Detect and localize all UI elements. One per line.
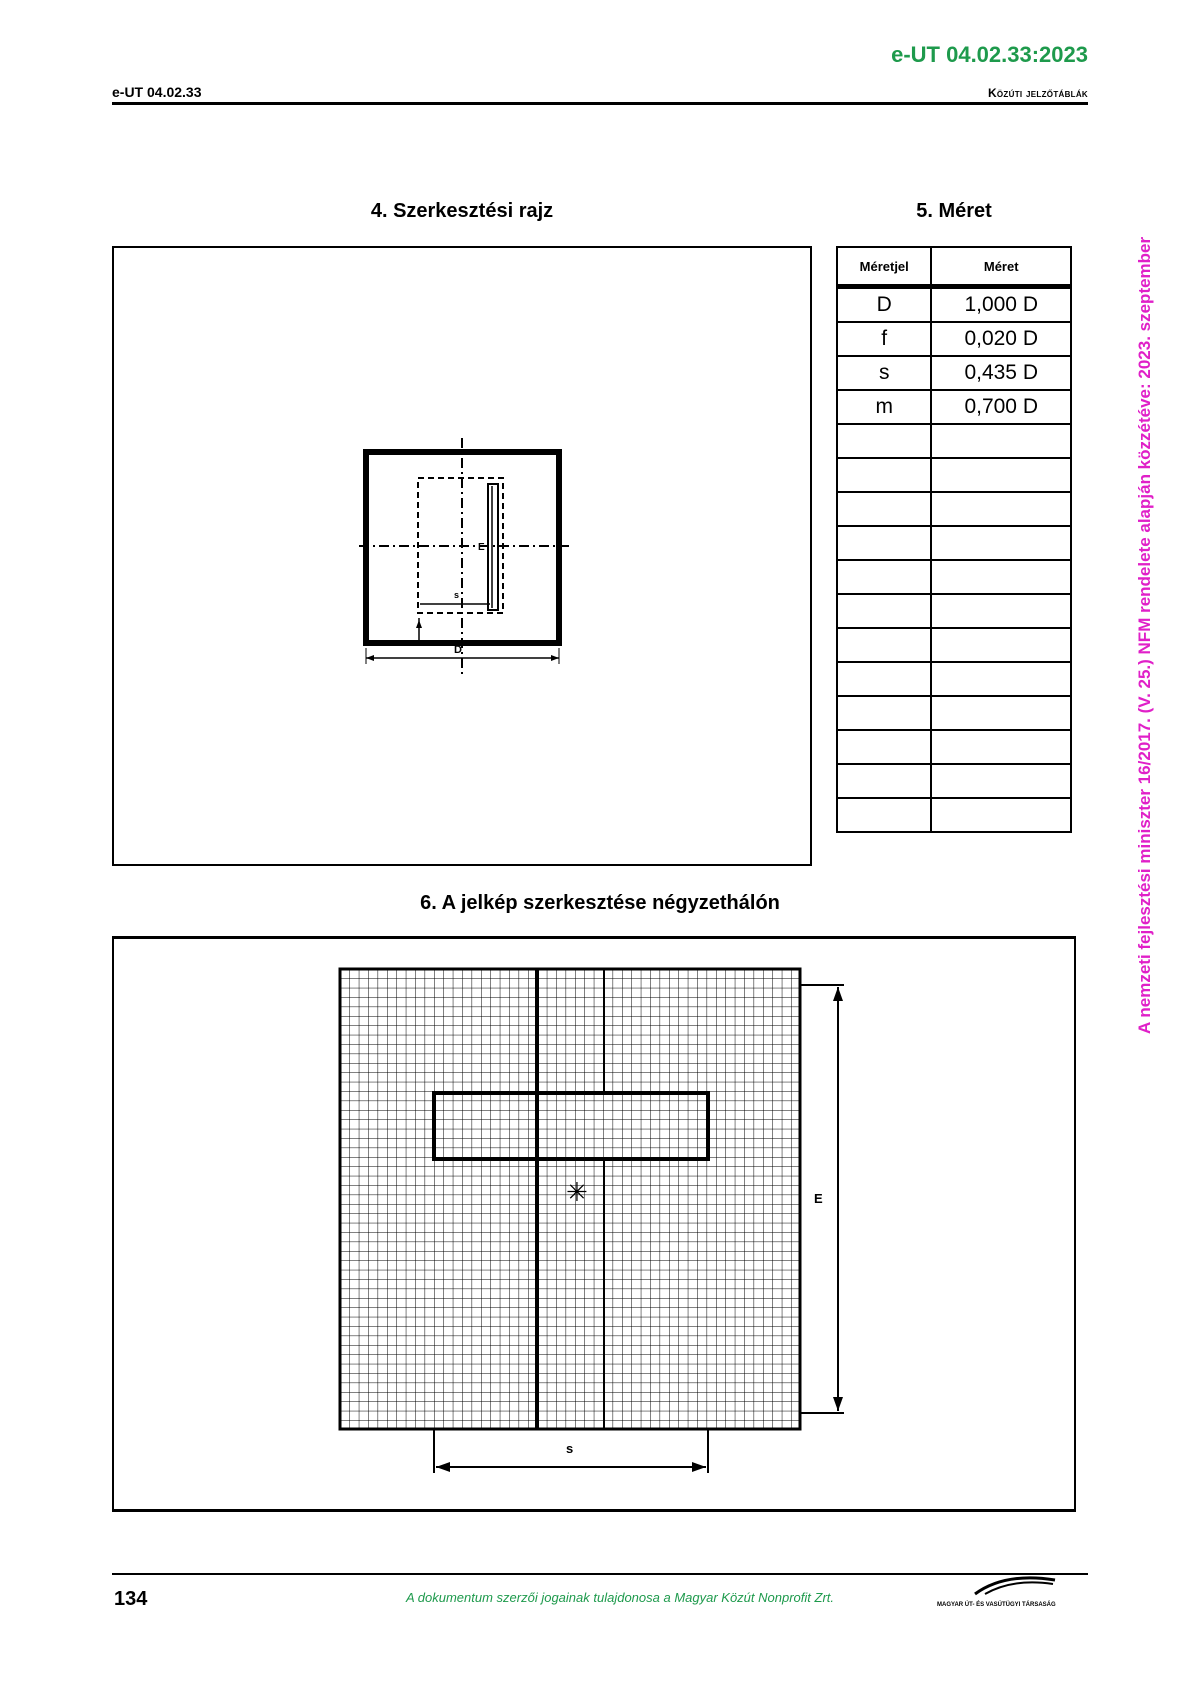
cell-size	[931, 662, 1071, 696]
header-right-label: Közúti jelzőtáblák	[987, 86, 1088, 100]
dimensions-table-wrapper	[836, 246, 1072, 833]
table-row	[837, 390, 1071, 424]
table-row	[837, 594, 1071, 628]
cell-size	[931, 628, 1071, 662]
table-row	[837, 628, 1071, 662]
cell-size	[931, 560, 1071, 594]
section6-title: 6. A jelkép szerkesztése négyzethálón	[420, 892, 780, 914]
page-number: 134	[114, 1588, 148, 1610]
dimension-e-arrow-bottom	[833, 1397, 843, 1411]
cell-size	[931, 424, 1071, 458]
cell-symbol	[837, 526, 931, 560]
construction-drawing-panel	[112, 246, 812, 866]
table-row	[837, 764, 1071, 798]
column-header-symbol: Méretjel	[837, 247, 931, 287]
dimension-d-arrow-right	[551, 655, 559, 661]
cell-size	[931, 492, 1071, 526]
cell-symbol	[837, 696, 931, 730]
dimension-e-label: E	[478, 542, 485, 553]
cell-symbol	[837, 628, 931, 662]
dimension-d-arrow-left	[366, 655, 374, 661]
cell-symbol	[837, 730, 931, 764]
cell-symbol	[837, 662, 931, 696]
cell-symbol	[837, 560, 931, 594]
cell-size: 0,435 D	[931, 356, 1071, 390]
cell-symbol	[837, 798, 931, 832]
cell-size	[931, 526, 1071, 560]
dimension-s-label: s	[454, 590, 460, 600]
cell-symbol: D	[837, 287, 931, 323]
section4-title: 4. Szerkesztési rajz	[370, 200, 554, 222]
table-row	[837, 526, 1071, 560]
cell-size	[931, 798, 1071, 832]
dimension-d-label: D	[454, 644, 462, 656]
table-row	[837, 458, 1071, 492]
dimension-e-label: E	[814, 1191, 823, 1206]
logo-text: MAGYAR ÚT- ÉS VASÚTÜGYI TÁRSASÁG	[937, 1602, 1056, 1608]
road-logo-icon	[935, 1570, 1085, 1610]
header-left-label: e-UT 04.02.33	[112, 84, 202, 100]
center-mark-icon: ✳	[566, 1178, 588, 1208]
table-row	[837, 560, 1071, 594]
cell-symbol	[837, 594, 931, 628]
header-rule	[112, 102, 1088, 105]
cell-symbol	[837, 492, 931, 526]
dimension-f-arrow	[416, 620, 422, 628]
dimension-s-arrow-left	[436, 1462, 450, 1472]
cell-size: 0,700 D	[931, 390, 1071, 424]
table-row	[837, 492, 1071, 526]
cell-size	[931, 764, 1071, 798]
cell-symbol: m	[837, 390, 931, 424]
dimension-f-label: f	[402, 639, 405, 648]
cell-size	[931, 730, 1071, 764]
construction-drawing	[114, 248, 810, 864]
cell-symbol	[837, 458, 931, 492]
grid-construction-drawing	[114, 939, 1074, 1509]
table-row	[837, 696, 1071, 730]
table-row	[837, 798, 1071, 832]
dimension-s-arrow-right	[692, 1462, 706, 1472]
cell-size: 0,020 D	[931, 322, 1071, 356]
dimensions-table	[836, 246, 1072, 833]
table-row	[837, 356, 1071, 390]
cell-symbol: s	[837, 356, 931, 390]
table-row	[837, 730, 1071, 764]
table-row	[837, 287, 1071, 323]
publication-side-note: A nemzeti fejlesztési miniszter 16/2017. (V. 25.) NFM rendelete alapján közzétéve: 2023. szeptember	[1135, 236, 1154, 1034]
cell-symbol	[837, 424, 931, 458]
dimension-e-arrow-top	[833, 987, 843, 1001]
dimension-s-label: s	[566, 1441, 574, 1456]
column-header-size: Méret	[931, 247, 1071, 287]
table-row	[837, 662, 1071, 696]
cell-symbol: f	[837, 322, 931, 356]
document-code: e-UT 04.02.33:2023	[891, 42, 1088, 67]
cell-symbol	[837, 764, 931, 798]
cell-size	[931, 458, 1071, 492]
section5-title: 5. Méret	[916, 200, 992, 222]
society-logo	[935, 1570, 1085, 1610]
cell-size	[931, 696, 1071, 730]
grid-construction-panel	[112, 936, 1076, 1512]
cell-size	[931, 594, 1071, 628]
cell-size: 1,000 D	[931, 287, 1071, 323]
copyright-notice: A dokumentum szerzői jogainak tulajdonosa a Magyar Közút Nonprofit Zrt.	[405, 1590, 834, 1605]
table-row	[837, 424, 1071, 458]
table-row	[837, 322, 1071, 356]
